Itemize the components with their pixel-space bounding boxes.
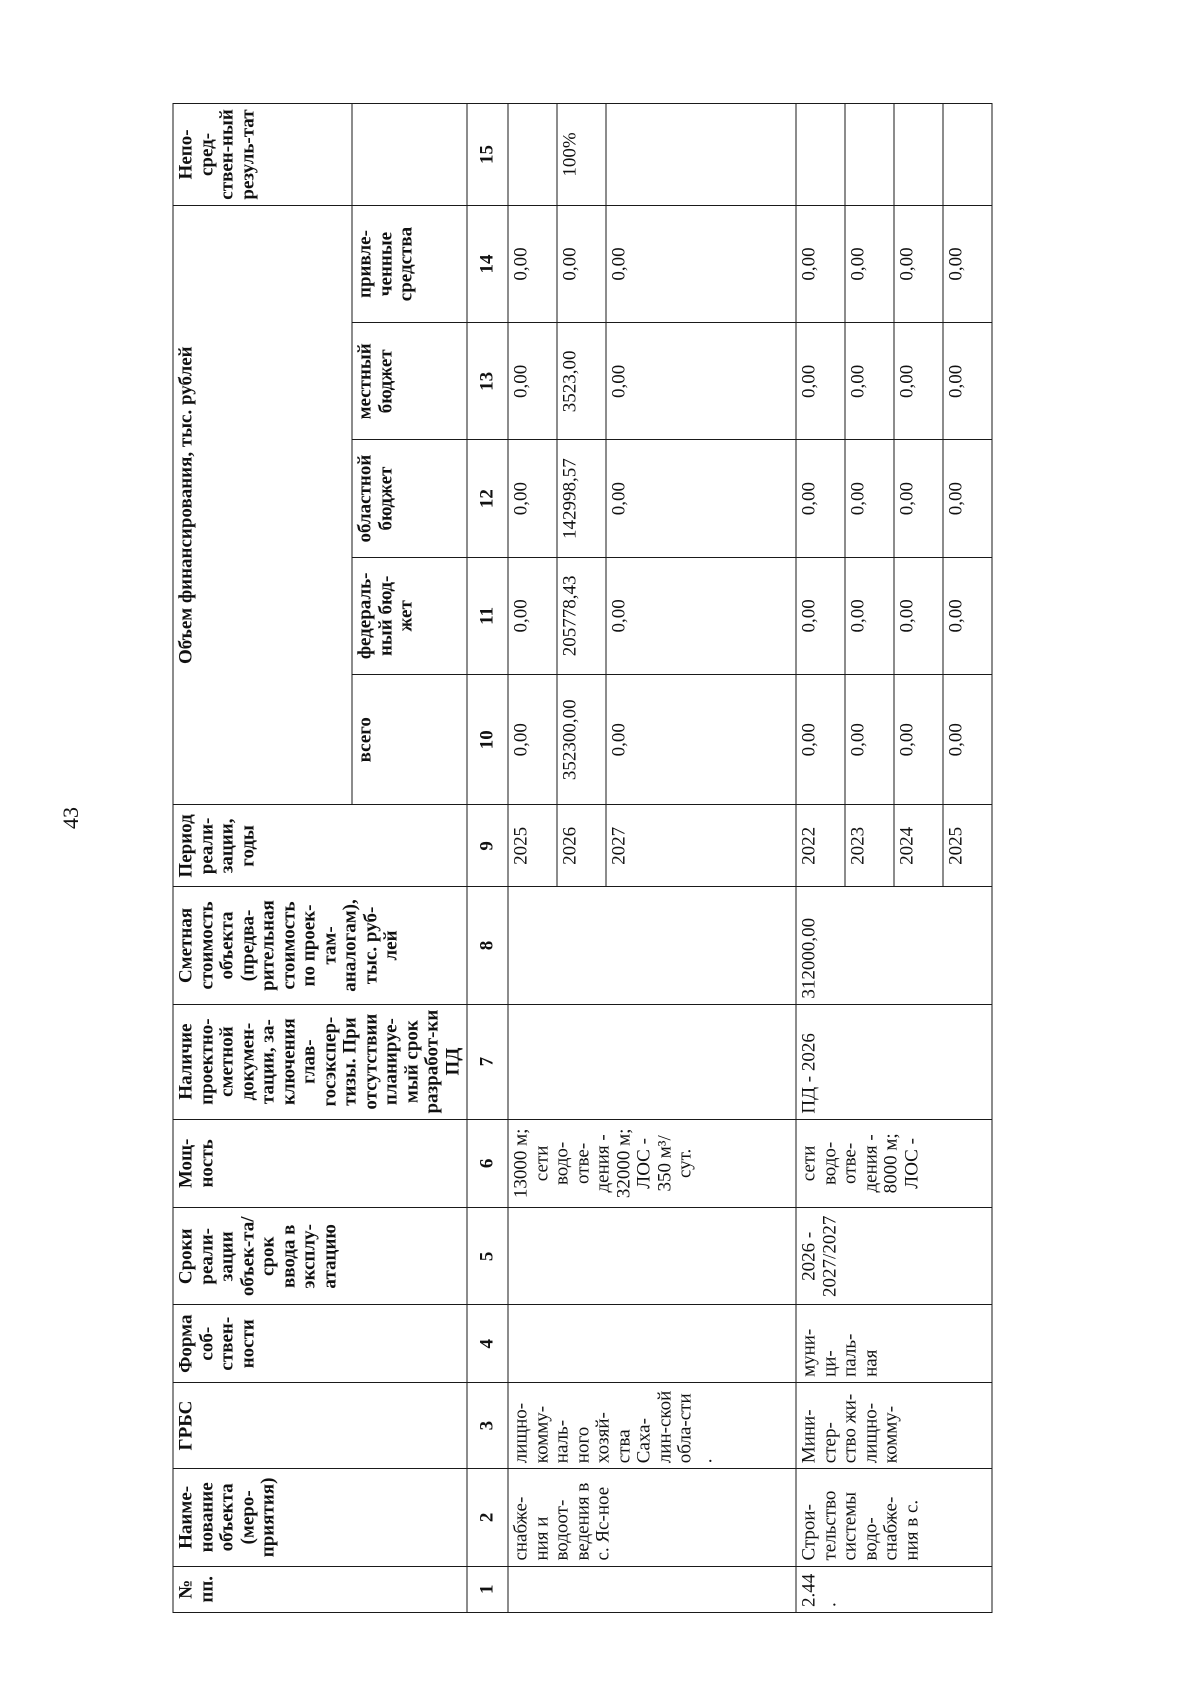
year: 2027 [606,805,796,887]
attracted: 0,00 [557,205,606,322]
row-num: 2.44. [796,1566,992,1612]
federal: 0,00 [796,557,845,674]
col-number: 9 [467,805,508,887]
year: 2024 [894,805,943,887]
header-grbs: ГРБС [173,1382,467,1468]
result [845,104,894,206]
capacity: сети водо-отве-дения - 8000 м; ЛОС - [796,1119,992,1208]
regional: 0,00 [943,440,992,557]
header-federal: федераль-ный бюд-жет [352,557,467,674]
col-number: 6 [467,1119,508,1208]
result [606,104,796,206]
federal: 0,00 [606,557,796,674]
attracted: 0,00 [796,205,845,322]
total: 352300,00 [557,674,606,805]
federal: 205778,43 [557,557,606,674]
row-num [508,1566,796,1612]
year: 2026 [557,805,606,887]
header-estimated-cost: Сметная стоимость объекта (предва-рительная стоимость по проек-там-аналогам), тыс. руб-лей [173,887,467,1004]
attracted: 0,00 [508,205,557,322]
regional: 142998,57 [557,440,606,557]
regional: 0,00 [894,440,943,557]
attracted: 0,00 [943,205,992,322]
header-ownership: Форма соб-ствен-ности [173,1305,467,1382]
federal: 0,00 [508,557,557,674]
capacity: 13000 м; сети водо-отве-дения - 32000 м; ЛОС - 350 м³/сут. [508,1119,796,1208]
header-object-name: Наиме-нование объекта (меро-приятия) [173,1469,467,1566]
col-number: 8 [467,887,508,1004]
page-number: 43 [58,807,83,829]
result [508,104,557,206]
col-number: 3 [467,1382,508,1468]
total: 0,00 [943,674,992,805]
header-terms: Сроки реали-зации объек-та/срок ввода в эксплу-атацию [173,1208,467,1305]
regional: 0,00 [845,440,894,557]
federal: 0,00 [894,557,943,674]
header-capacity: Мощ-ность [173,1119,467,1208]
object-name: Строи-тельство системы водо-снабже-ния в с. [796,1469,992,1566]
total: 0,00 [508,674,557,805]
header-design-docs: Наличие проектно-сметной докумен-тации, за-ключения глав-госэкспер-тизы. При отсутствии планируе-мый срок разработ-ки ПД [173,1004,467,1119]
regional: 0,00 [796,440,845,557]
total: 0,00 [894,674,943,805]
grbs: Мини-стер-ство жи-лищно-комму- [796,1382,992,1468]
col-number: 15 [467,104,508,206]
col-number: 10 [467,674,508,805]
year: 2022 [796,805,845,887]
ownership [508,1305,796,1382]
col-number: 7 [467,1004,508,1119]
table-row [508,104,557,1613]
attracted: 0,00 [845,205,894,322]
col-number: 4 [467,1305,508,1382]
col-number: 2 [467,1469,508,1566]
total: 0,00 [796,674,845,805]
grbs: лищно-комму-наль-ного хозяй-ства Саха-лин-ской обла-сти . [508,1382,796,1468]
year: 2025 [943,805,992,887]
federal: 0,00 [845,557,894,674]
ownership: муни-ци-паль-ная [796,1305,992,1382]
header-total: всего [352,674,467,805]
estimated-cost: 312000,00 [796,887,992,1004]
design-docs [508,1004,796,1119]
result [796,104,845,206]
col-number: 11 [467,557,508,674]
attracted: 0,00 [894,205,943,322]
object-name: снабже-ния и водоот-ведения в с. Яс-ное [508,1469,796,1566]
result [943,104,992,206]
design-docs: ПД - 2026 [796,1004,992,1119]
col-number: 1 [467,1566,508,1612]
year: 2025 [508,805,557,887]
local: 0,00 [845,323,894,440]
result [894,104,943,206]
terms: 2026 - 2027/2027 [796,1208,992,1305]
attracted: 0,00 [606,205,796,322]
local: 0,00 [894,323,943,440]
federal: 0,00 [943,557,992,674]
header-result: Непо-сред-ствен-ный резуль-тат [173,104,352,206]
column-number-row [467,104,508,1613]
rotated-table-container [173,103,1068,1613]
header-attracted: привле-ченные средства [352,205,467,322]
estimated-cost [508,887,796,1004]
col-number: 5 [467,1208,508,1305]
header-local: местный бюджет [352,323,467,440]
col-number: 14 [467,205,508,322]
local: 0,00 [606,323,796,440]
header-funding: Объем финансирования, тыс. рублей [173,205,352,805]
local: 0,00 [508,323,557,440]
table-row [796,104,845,1613]
local: 3523,00 [557,323,606,440]
local: 0,00 [796,323,845,440]
year: 2023 [845,805,894,887]
header-result-blank [352,104,467,206]
header-regional: областной бюджет [352,440,467,557]
terms [508,1208,796,1305]
col-number: 12 [467,440,508,557]
local: 0,00 [943,323,992,440]
header-period: Период реали-зации, годы [173,805,467,887]
header-num: № пп. [173,1566,467,1612]
total: 0,00 [845,674,894,805]
total: 0,00 [606,674,796,805]
result: 100% [557,104,606,206]
regional: 0,00 [508,440,557,557]
financing-table [173,103,993,1613]
regional: 0,00 [606,440,796,557]
col-number: 13 [467,323,508,440]
